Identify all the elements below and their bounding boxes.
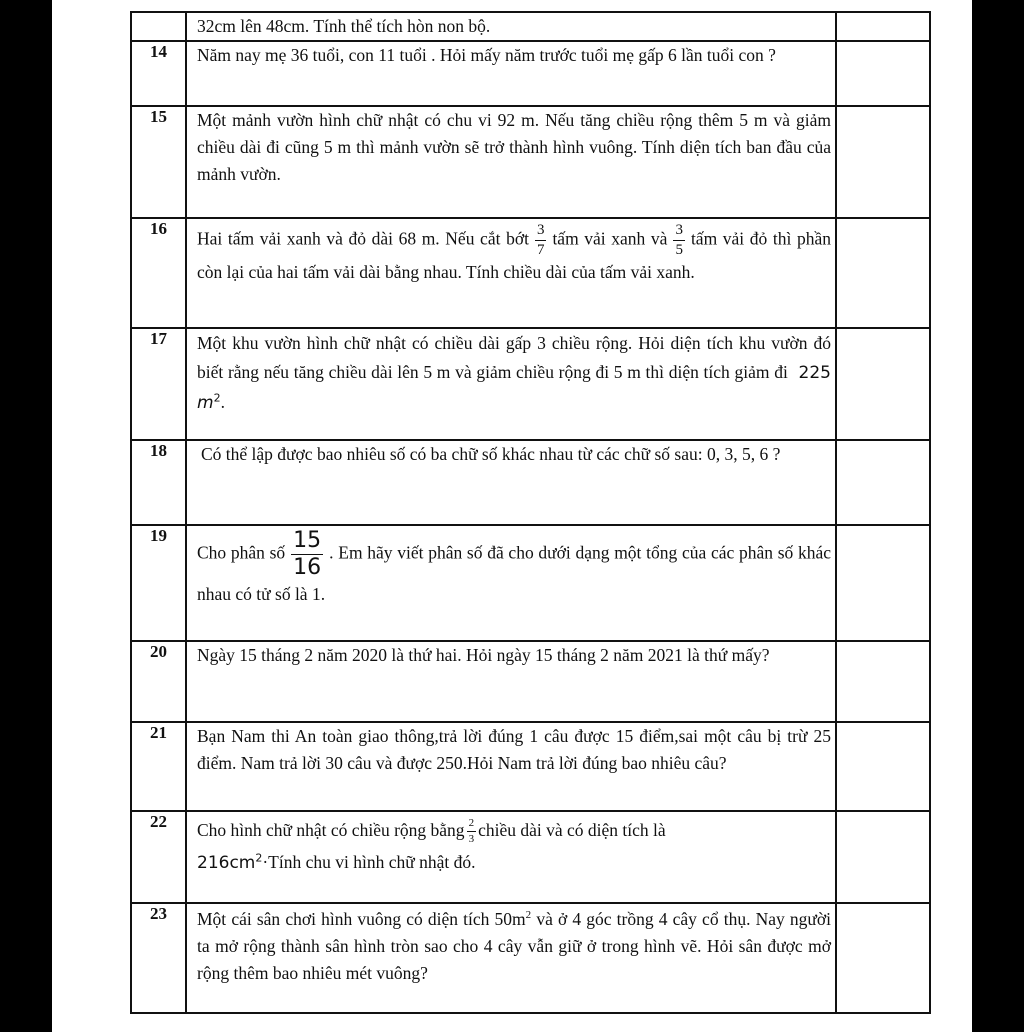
answer-cell	[836, 12, 930, 41]
fraction: $\frac{3}{5}$	[675, 222, 683, 258]
problem-text: Bạn Nam thi An toàn giao thông,trả lời đúng 1 câu được 15 điểm,sai một câu bị trừ 25 điểm. Nam trả lời 30 câu và được 250.Hỏi Nam trả lời đúng bao nhiêu câu?	[186, 722, 836, 811]
table-row	[131, 218, 930, 328]
fraction: $\frac{3}{7}$	[536, 222, 545, 258]
fraction: $\frac{15}{16}$	[293, 528, 322, 580]
answer-cell	[836, 440, 930, 525]
table-row	[131, 106, 930, 218]
area-value: $50m^2$	[494, 909, 532, 929]
problem-number: 14	[131, 41, 186, 106]
problem-text: Một khu vườn hình chữ nhật có chiều dài gấp 3 chiều rộng. Hỏi diện tích khu vườn đó biết rằng nếu tăng chiều dài lên 5 m và giảm chiều rộng đi 5 m thì diện tích giảm đi 225 $m^2$.	[186, 328, 836, 440]
problem-text: Năm nay mẹ 36 tuổi, con 11 tuổi . Hỏi mấy năm trước tuổi mẹ gấp 6 lần tuổi con ?	[186, 41, 836, 106]
table-row	[131, 525, 930, 641]
problem-number: 20	[131, 641, 186, 722]
problem-text: Hai tấm vải xanh và đỏ dài 68 m. Nếu cắt bớt $\frac{3}{7}$ tấm vải xanh và $\frac{3}{5}$ tấm vải đỏ thì phần còn lại của hai tấm vải dài bằng nhau. Tính chiều dài của tấm vải xanh.	[186, 218, 836, 328]
problem-text: Có thể lập được bao nhiêu số có ba chữ số khác nhau từ các chữ số sau: 0, 3, 5, 6 ?	[186, 440, 836, 525]
problem-text: Một cái sân chơi hình vuông có diện tích $50m^2$ và ở 4 góc trồng 4 cây cổ thụ. Nay người ta mở rộng thành sân hình tròn sao cho 4 cây vẫn giữ ở trong hình vẽ. Hỏi sân được mở rộng thêm bao nhiêu mét vuông?	[186, 903, 836, 1013]
answer-cell	[836, 811, 930, 903]
problem-text: Một mảnh vườn hình chữ nhật có chu vi 92 m. Nếu tăng chiều rộng thêm 5 m và giảm chiều dài đi cũng 5 m thì mảnh vườn sẽ trở thành hình vuông. Tính diện tích ban đầu của mảnh vườn.	[186, 106, 836, 218]
table-row	[131, 641, 930, 722]
table-row	[131, 811, 930, 903]
problem-text: Ngày 15 tháng 2 năm 2020 là thứ hai. Hỏi ngày 15 tháng 2 năm 2021 là thứ mấy?	[186, 641, 836, 722]
problem-number: 23	[131, 903, 186, 1013]
problem-number: 17	[131, 328, 186, 440]
problem-text: Cho phân số $\frac{15}{16}$ . Em hãy viết phân số đã cho dưới dạng một tổng của các phân số khác nhau có tử số là 1.	[186, 525, 836, 641]
answer-cell	[836, 525, 930, 641]
fraction: $\frac{2}{3}$	[468, 817, 475, 846]
table-row	[131, 440, 930, 525]
problem-text: Cho hình chữ nhật có chiều rộng bằng $\frac{2}{3}$ chiều dài và có diện tích là $216cm^2\cdot Tính$ chu vi hình chữ nhật đó.	[186, 811, 836, 903]
answer-cell	[836, 218, 930, 328]
answer-cell	[836, 641, 930, 722]
problem-number: 21	[131, 722, 186, 811]
problem-table	[130, 11, 931, 1014]
table-row	[131, 722, 930, 811]
table-row	[131, 328, 930, 440]
problem-number: 16	[131, 218, 186, 328]
area-value: 225 $m^2$	[197, 363, 831, 413]
answer-cell	[836, 106, 930, 218]
document-page	[52, 0, 972, 1032]
problem-number	[131, 12, 186, 41]
table-row	[131, 12, 930, 41]
table-row	[131, 41, 930, 106]
area-value: $216cm^2$	[197, 851, 263, 873]
answer-cell	[836, 41, 930, 106]
answer-cell	[836, 328, 930, 440]
problem-number: 18	[131, 440, 186, 525]
problem-number: 15	[131, 106, 186, 218]
table-row	[131, 903, 930, 1013]
answer-cell	[836, 903, 930, 1013]
problem-number: 19	[131, 525, 186, 641]
problem-text: 32cm lên 48cm. Tính thể tích hòn non bộ.	[186, 12, 836, 41]
problem-number: 22	[131, 811, 186, 903]
answer-cell	[836, 722, 930, 811]
